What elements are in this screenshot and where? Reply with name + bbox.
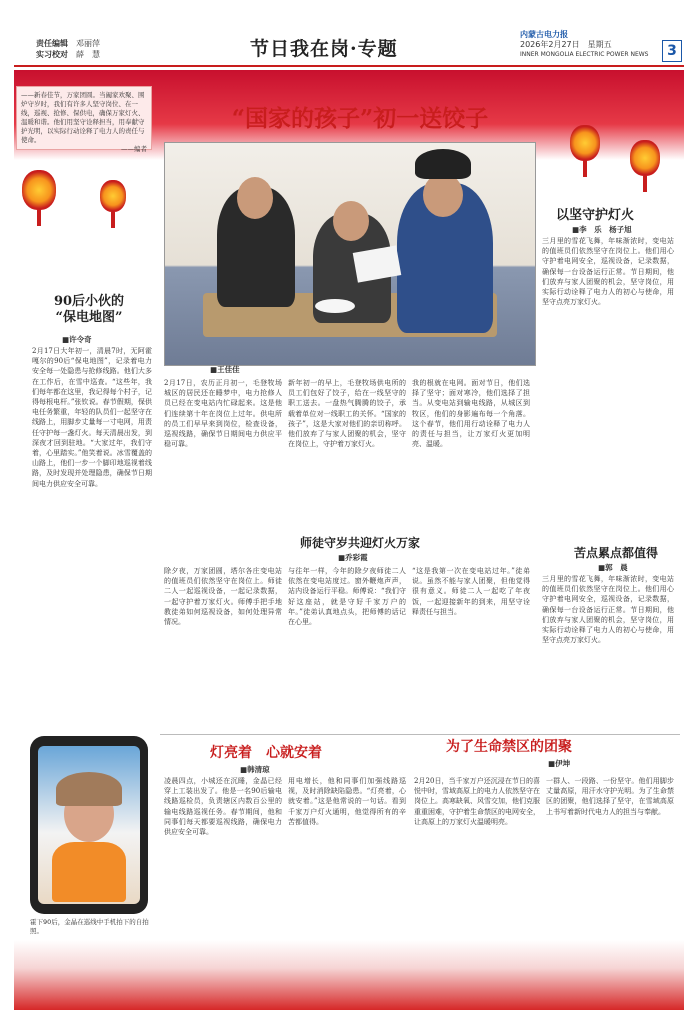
left-story-title xyxy=(34,294,144,326)
bottom-left-story-author: ■韩清琼 xyxy=(240,765,270,774)
page-header xyxy=(0,0,697,72)
tassel-icon xyxy=(643,176,647,192)
dumpling-plate xyxy=(315,299,355,313)
main-story-col1: 2月17日，农历正月初一，毛登牧场城区的居民还在睡梦中，电力抢修人员已经在变电站内忙碌起来。这是他们连续第十年在岗位上过年。供电所的员工们早早来到岗位，检查设备，巡视线路，确保节日期间电力供应平稳可靠。 xyxy=(164,379,282,449)
tassel-icon xyxy=(111,212,115,228)
issue-date: 2026年2月27日 星期五 xyxy=(520,40,612,49)
bottom-left-story-title: 灯亮着 心就安着 xyxy=(210,745,322,761)
face-right xyxy=(423,173,463,217)
editor-name: 邓丽萍 xyxy=(76,39,100,48)
main-story-col3: 我的根就在电网。面对节日，他们选择了坚守；面对寒冷，他们选择了担当。从变电站到输电线路，从城区到牧区，他们的身影遍布每一个角落。这个春节，他们用行动诠释了电力人的责任与担当，让万家灯火更加明亮、温暖。 xyxy=(412,379,530,449)
lantern-left2 xyxy=(100,180,126,228)
lantern-icon xyxy=(22,170,56,210)
editor-label: 责任编辑 xyxy=(36,39,68,48)
face-middle xyxy=(333,201,369,241)
bottom-right-col2: 一群人、一段路、一份坚守。他们用脚步丈量高原，用汗水守护光明。为了生命禁区的团聚，他们选择了坚守，在雪域高原上书写着新时代电力人的担当与奉献。 xyxy=(546,777,674,816)
lantern-left xyxy=(22,170,56,226)
left-story-body: 2月17日大年初一，清晨7时，无阿霍嘎尔的90后“保电地图”，记录着电力安全每一处隐患与抢修线路。他们大多在工作后，在雪中巡查。“这些年，我们每年都在这里，我记得每个村子，记得每根电杆。”张钦说。春节假期，保供电任务繁重，年轻的队员们一起坚守在线路上，用脚步丈量每一寸电网，用责任守护每一盏灯火。每天清晨出发，到深夜才回到驻地。“大家过年，我们守着，心里踏实。”他笑着说。冰雪覆盖的山路上，他们一步一个脚印地巡视着线路，及时发现并处理隐患，确保节日期间电力供应安全可靠。 xyxy=(32,347,152,488)
left-title-line2: “保电地图” xyxy=(55,310,123,325)
header-rule xyxy=(14,65,684,67)
tassel-icon xyxy=(37,210,41,226)
orange-jacket xyxy=(52,842,126,902)
tassel-icon xyxy=(583,161,587,177)
bottom-right-story-title: 为了生命禁区的团聚 xyxy=(446,739,572,755)
proof-label: 实习校对 xyxy=(36,50,68,59)
bottom-left-col1: 凌晨四点，小城还在沉睡，金晶已经穿上工装出发了。他是一名90后输电线路巡检员，负责辖区内数百公里的输电线路巡视任务。春节期间，他和同事们每天都要巡视线路，确保电力供应安全可靠。 xyxy=(164,777,282,837)
bottom-decoration xyxy=(14,940,684,1010)
intro-text: ——新春佳节，万家团圆。当阖家欢聚、围炉守岁时，我们有许多人坚守岗位、在一线，巡视、抢修、保供电，确保万家灯火、温暖和谐。他们用坚守诠释担当，用奉献守护光明，以实际行动诠释了电力人的责任与使命。 xyxy=(21,91,145,144)
right-story-body: 三月里的雪花飞舞，年味渐浓时，变电站的值班员们依然坚守在岗位上。他们用心守护着电网安全，巡视设备，记录数据，确保每一台设备运行正常。节日期间，他们放弃与家人团聚的机会，坚守岗位，用实际行动诠释了电力人的初心与使命，用坚守点亮万家灯火。 xyxy=(542,237,674,307)
main-story-col2: 新年初一的早上，毛登牧场供电所的员工们包好了饺子，给在一线坚守的职工送去。一盘热气腾腾的饺子，承载着单位对一线职工的关怀。“国家的孩子”，这是大家对他们的亲切称呼。他们放弃了与家人团聚的机会，坚守在岗位上，守护着万家灯火。 xyxy=(288,379,406,449)
right-story2-body: 三月里的雪花飞舞，年味渐浓时，变电站的值班员们依然坚守在岗位上。他们用心守护着电网安全，巡视设备，记录数据，确保每一台设备运行正常。节日期间，他们放弃与家人团聚的机会，坚守岗位，用实际行动诠释了电力人的初心与使命，用坚守点亮万家灯火。 xyxy=(542,575,674,645)
right-story2-title: 苦点累点都值得 xyxy=(574,546,659,560)
mid-story-author: ■乔彩霞 xyxy=(338,553,368,562)
right-story-author: ■李 乐 杨子旭 xyxy=(572,225,632,234)
bottom-right-col1: 2月20日，当千家万户还沉浸在节日的喜悦中时，雪域高原上的电力人依然坚守在岗位上。高寒缺氧、风雪交加，他们克服重重困难，守护着生命禁区的电网安全，让高原上的万家灯火温暖明亮。 xyxy=(414,777,540,826)
phone-selfie-photo xyxy=(30,736,148,914)
fur-hood xyxy=(56,772,122,806)
paper-name: 内蒙古电力报 xyxy=(520,30,568,39)
mid-story-col2: 与往年一样，今年的除夕夜师徒二人依然在变电站度过。窗外鞭炮声声，站内设备运行平稳。师傅说：“我们守好这座站，就是守好千家万户的年。”徒弟认真地点头，把师傅的话记在心里。 xyxy=(288,567,406,627)
masthead xyxy=(520,30,648,60)
face-left xyxy=(237,177,273,219)
right-story-title: 以坚守护灯火 xyxy=(556,208,635,223)
left-title-line1: 90后小伙的 xyxy=(53,294,125,309)
intro-box xyxy=(16,86,152,153)
mid-story-col3: “这是我第一次在变电站过年。”徒弟说。虽然不能与家人团聚，但他觉得很有意义。师徒二人一起吃了年夜饭，一起迎接新年的到来，用坚守诠释责任与担当。 xyxy=(412,567,530,616)
lantern-right xyxy=(570,125,600,177)
photo-three-men xyxy=(164,142,536,366)
right-story2-author: ■郭 晨 xyxy=(598,563,628,572)
main-story-author: ■王佳佳 xyxy=(210,365,240,374)
page-number: 3 xyxy=(662,40,682,62)
fur-hat xyxy=(415,149,471,179)
section-divider xyxy=(160,734,680,735)
intro-editor: ——编者 xyxy=(121,145,147,153)
phone-screen xyxy=(38,746,140,904)
lantern-icon xyxy=(630,140,660,176)
photo-caption: 霍下90后，金晶在巡线中手机拍下的自拍照。 xyxy=(30,918,149,935)
bottom-left-col2: 用电增长，他和同事们加强线路巡视，及时消除缺陷隐患。“灯亮着，心就安着。”这是他常说的一句话。看到千家万户灯火通明，他觉得所有的辛苦都值得。 xyxy=(288,777,406,826)
editor-credits xyxy=(36,38,100,60)
paper-en: INNER MONGOLIA ELECTRIC POWER NEWS xyxy=(520,51,649,58)
mid-story-col1: 除夕夜，万家团圆，塔尔各庄变电站的值班员们依然坚守在岗位上。师徒二人一起巡视设备，一起记录数据，一起守护着万家灯火。师傅手把手地教徒弟如何巡视设备，如何处理异常情况。 xyxy=(164,567,282,627)
lantern-icon xyxy=(570,125,600,161)
lantern-right2 xyxy=(630,140,660,192)
main-story-title: “国家的孩子”初一送饺子 xyxy=(231,105,489,132)
section-title: 节日我在岗·专题 xyxy=(250,38,398,60)
mid-story-title: 师徒守岁共迎灯火万家 xyxy=(300,536,421,550)
left-story-author: ■许令奇 xyxy=(62,335,92,344)
bottom-right-story-author: ■伊坤 xyxy=(548,759,571,768)
proof-name: 薛 慧 xyxy=(76,50,100,59)
lantern-icon xyxy=(100,180,126,212)
